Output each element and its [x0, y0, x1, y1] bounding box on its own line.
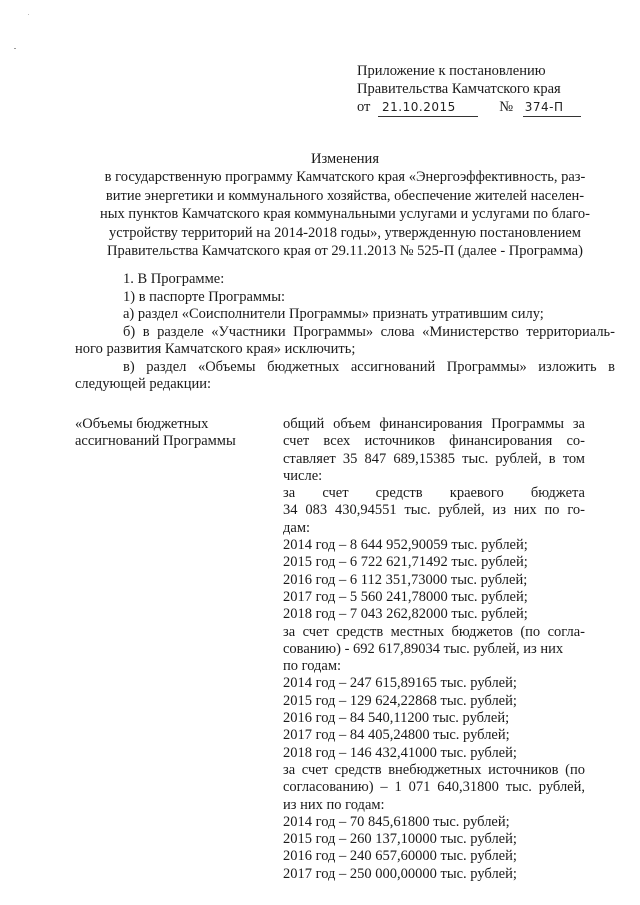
table-line: 2018 год – 7 043 262,82000 тыс. рублей;	[283, 606, 528, 623]
paragraph: 1) в паспорте Программы:	[123, 288, 285, 305]
table-line: 2017 год – 250 000,00000 тыс. рублей;	[283, 865, 517, 882]
document-title	[75, 150, 615, 260]
table-line: числе:	[283, 467, 323, 484]
table-line: 2016 год – 84 540,11200 тыс. рублей;	[283, 710, 510, 727]
table-line: 34 083 430,94551 тыс. рублей, из них по го-	[283, 502, 585, 519]
table-line: за счет средств местных бюджетов (по согла-	[283, 623, 585, 640]
table-line: 2014 год – 8 644 952,90059 тыс. рублей;	[283, 537, 528, 554]
table-line: ставляет 35 847 689,15385 тыс. рублей, в том	[283, 450, 585, 467]
table-line: 2018 год – 146 432,41000 тыс. рублей;	[283, 744, 517, 761]
paragraph: б) в разделе «Участники Программы» слова «Министерство территориаль-ного развития Камчатского края» исключить;	[75, 323, 615, 357]
table-line: согласованию) – 1 071 640,31800 тыс. рублей,	[283, 779, 585, 796]
table-right-cell	[283, 416, 585, 883]
title-heading: Изменения	[311, 151, 379, 167]
table-line: 2014 год – 70 845,61800 тыс. рублей;	[283, 813, 510, 830]
table-line: за счет средств внебюджетных источников (по	[283, 761, 585, 778]
appendix-line-2: Правительства Камчатского края	[357, 81, 561, 97]
table-line: за счет средств краевого бюджета	[283, 485, 585, 502]
table-line: 2014 год – 247 615,89165 тыс. рублей;	[283, 675, 517, 692]
paragraph: в) раздел «Объемы бюджетных ассигнований Программы» изложить в следующей редакции:	[75, 358, 615, 392]
table-left-line: «Объемы бюджетных	[75, 416, 209, 432]
title-line: витие энергетики и коммунального хозяйства, обеспечение жителей населен-	[105, 187, 585, 204]
document-body	[75, 271, 615, 394]
scan-artifact	[28, 14, 29, 15]
appendix-line-1: Приложение к постановлению	[357, 63, 546, 79]
table-line: 2017 год – 5 560 241,78000 тыс. рублей;	[283, 588, 528, 605]
table-line: счет всех источников финансирования со-	[283, 433, 585, 450]
decree-number: 374-П	[523, 98, 581, 117]
table-left-line: ассигнований Программы	[75, 433, 236, 450]
paragraph: а) раздел «Соисполнители Программы» признать утратившим силу;	[123, 306, 544, 322]
title-line: Правительства Камчатского края от 29.11.2013 № 525-П (далее - Программа)	[107, 243, 583, 260]
decree-date-row	[357, 98, 607, 117]
decree-date: 21.10.2015	[378, 98, 478, 117]
from-label: от	[357, 99, 371, 115]
paragraph: 1. В Программе:	[123, 271, 225, 287]
scan-artifact	[14, 48, 16, 49]
title-line: устройству территорий на 2014-2018 годы», утвержденную постановлением	[109, 224, 581, 241]
table-line: общий объем финансирования Программы за	[283, 416, 585, 432]
table-left-cell	[75, 416, 265, 451]
table-line: по годам:	[283, 658, 342, 675]
table-line: 2015 год – 260 137,10000 тыс. рублей;	[283, 831, 517, 848]
number-label: №	[499, 99, 514, 115]
table-line: сованию) - 692 617,89034 тыс. рублей, из них	[283, 640, 564, 657]
table-line: 2017 год – 84 405,24800 тыс. рублей;	[283, 727, 510, 744]
table-line: из них по годам:	[283, 796, 385, 813]
title-line: ных пунктов Камчатского края коммунальными услугами и услугами по благо-	[99, 206, 591, 223]
table-line: 2015 год – 129 624,22868 тыс. рублей;	[283, 692, 517, 709]
table-line: 2016 год – 6 112 351,73000 тыс. рублей;	[283, 571, 528, 588]
table-line: дам:	[283, 519, 311, 536]
table-line: 2015 год – 6 722 621,71492 тыс. рублей;	[283, 554, 528, 571]
table-line: 2016 год – 240 657,60000 тыс. рублей;	[283, 848, 517, 865]
title-line: в государственную программу Камчатского края «Энергоэффективность, раз-	[104, 169, 586, 186]
appendix-header	[357, 62, 607, 117]
